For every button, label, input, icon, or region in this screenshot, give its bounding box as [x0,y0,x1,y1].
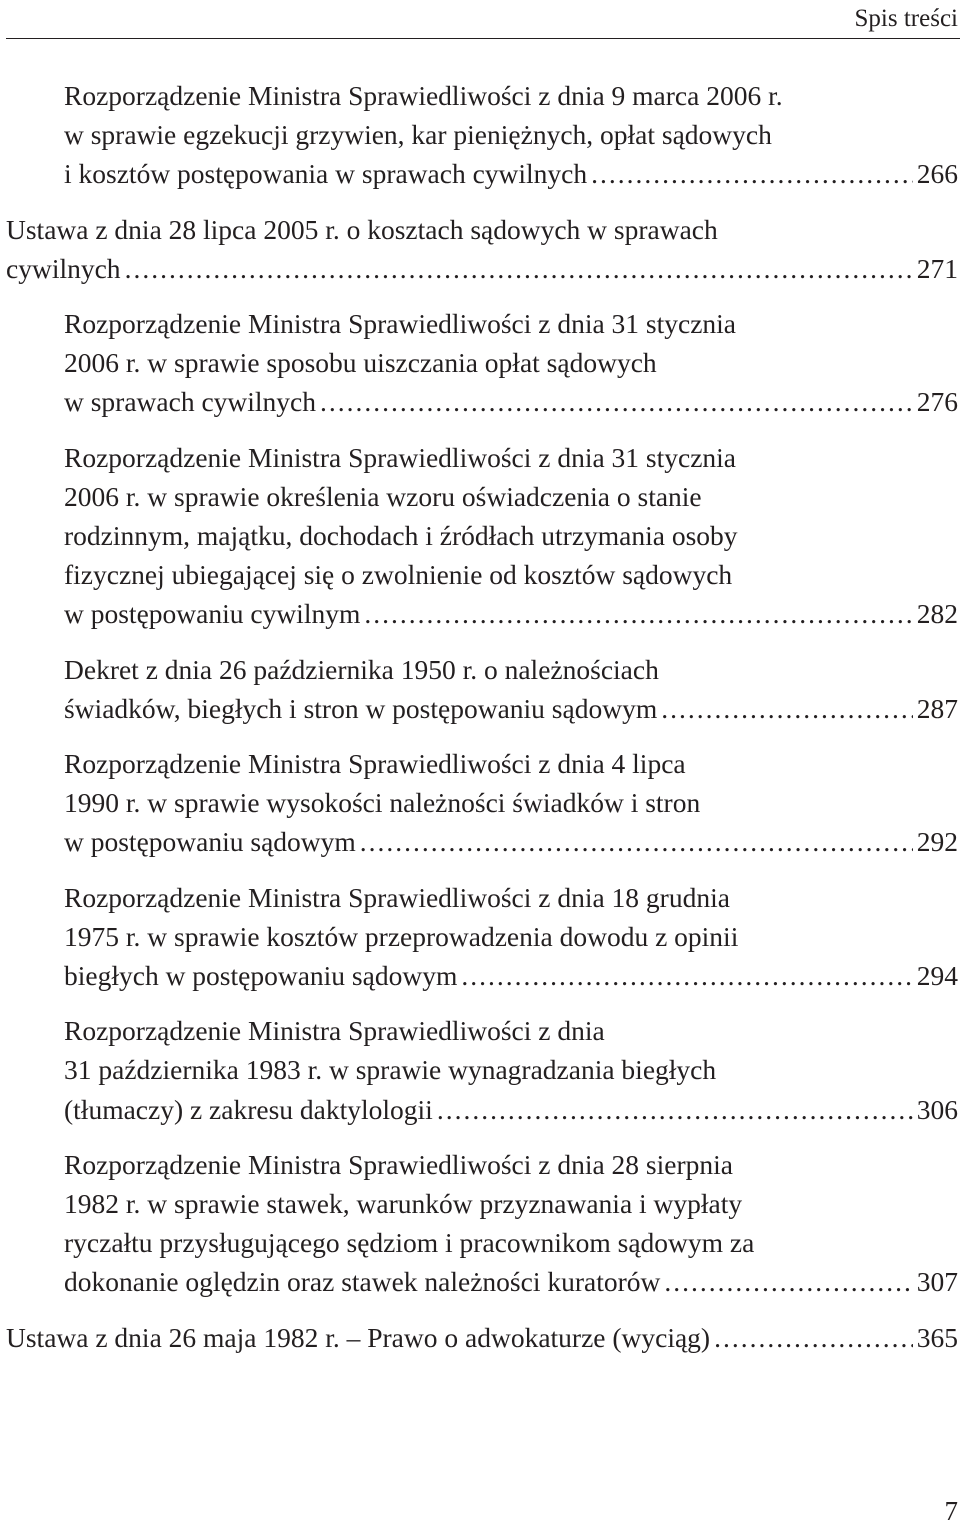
dot-leader [364,594,912,633]
toc-entry[interactable] [0,210,960,288]
toc-entry-last-line [64,594,960,633]
toc-entry-line: Rozporządzenie Ministra Sprawiedliwości z dnia 18 grudnia [64,881,730,913]
toc-page-number: 276 [916,386,958,418]
toc-entry-last-line [64,822,960,861]
toc-entry-title-end: w postępowaniu sądowym [64,826,356,858]
toc-entry-last-line [6,1318,960,1357]
dot-leader [461,956,912,995]
toc-entry-line: Dekret z dnia 26 października 1950 r. o należnościach [64,653,659,685]
dot-leader [437,1090,913,1129]
toc-entry[interactable] [0,744,960,862]
toc-entry[interactable] [0,76,960,194]
toc-entry-line: 31 października 1983 r. w sprawie wynagradzania biegłych [64,1054,717,1086]
dot-leader [714,1318,913,1357]
toc-entry-title-end: w postępowaniu cywilnym [64,598,361,630]
toc-entry-last-line [6,249,960,288]
toc-page-number: 294 [916,960,958,992]
toc-entry-line: fizycznej ubiegającej się o zwolnienie od kosztów sądowych [64,559,733,591]
toc-page-number: 282 [916,598,958,630]
dot-leader [664,1262,912,1301]
toc-entry[interactable] [0,1318,960,1357]
toc-entry-line: 2006 r. w sprawie określenia wzoru oświadczenia o stanie [64,480,702,512]
toc-entry-title-end: dokonanie oględzin oraz stawek należności kuratorów [64,1266,661,1298]
toc-entry-title-end: w sprawach cywilnych [64,386,316,418]
toc-entry-line: rodzinnym, majątku, dochodach i źródłach utrzymania osoby [64,520,738,552]
toc-page-number: 306 [916,1093,958,1125]
dot-leader [320,382,913,421]
toc-entry-line: Ustawa z dnia 28 lipca 2005 r. o kosztach sądowych w sprawach [6,213,718,245]
toc-page-number: 292 [916,826,958,858]
dot-leader [360,822,913,861]
toc-entry-title-end: (tłumaczy) z zakresu daktylologii [64,1093,433,1125]
dot-leader [661,689,913,728]
toc-entry-line: 1990 r. w sprawie wysokości należności świadków i stron [64,787,701,819]
toc-entry-last-line [64,382,960,421]
toc-page-number: 287 [916,692,958,724]
dot-leader [591,154,913,193]
toc-entry[interactable] [0,1011,960,1129]
toc-entry-line: Rozporządzenie Ministra Sprawiedliwości z dnia 9 marca 2006 r. [64,80,783,111]
page-number: 7 [944,1496,958,1526]
toc-entry[interactable] [0,1145,960,1302]
toc-entry-line: 1975 r. w sprawie kosztów przeprowadzenia dowodu z opinii [64,920,739,952]
toc-entry-line: ryczałtu przysługującego sędziom i pracownikom sądowym za [64,1227,755,1259]
toc-entry-title-end: i kosztów postępowania w sprawach cywilnych [64,158,588,190]
toc-entry-line: Rozporządzenie Ministra Sprawiedliwości z dnia 31 stycznia [64,308,737,340]
toc-page-number: 307 [916,1266,958,1298]
toc-page-number: 365 [916,1321,958,1353]
toc-entry-title-end: biegłych w postępowaniu sądowym [64,960,458,992]
toc-entry-line: w sprawie egzekucji grzywien, kar pieniężnych, opłat sądowych [64,119,772,151]
header-rule [6,38,960,39]
toc-entry-line: Rozporządzenie Ministra Sprawiedliwości z dnia 4 lipca [64,748,686,780]
toc-entry[interactable] [0,650,960,728]
toc-entry-last-line [64,1262,960,1301]
toc-entry-last-line [64,154,960,193]
dot-leader [125,249,913,288]
toc-entry-last-line [64,1090,960,1129]
toc-entry-title-end: Ustawa z dnia 26 maja 1982 r. – Prawo o adwokaturze (wyciąg) [6,1321,711,1353]
toc-entry-last-line [64,956,960,995]
toc-entry-title-end: cywilnych [6,252,121,284]
table-of-contents [0,76,960,1373]
toc-entry-line: Rozporządzenie Ministra Sprawiedliwości z dnia 31 stycznia [64,441,737,473]
toc-entry-line: Rozporządzenie Ministra Sprawiedliwości z dnia 28 sierpnia [64,1148,733,1180]
toc-entry[interactable] [0,304,960,422]
toc-entry-line: 2006 r. w sprawie sposobu uiszczania opłat sądowych [64,347,657,379]
toc-entry-line: Rozporządzenie Ministra Sprawiedliwości z dnia [64,1015,605,1047]
running-head: Spis treści [854,5,958,32]
toc-entry-last-line [64,689,960,728]
toc-entry-title-end: świadków, biegłych i stron w postępowaniu sądowym [64,692,658,724]
toc-page-number: 271 [916,252,958,284]
toc-page-number: 266 [916,158,958,190]
toc-entry[interactable] [0,438,960,634]
toc-entry[interactable] [0,878,960,996]
toc-entry-line: 1982 r. w sprawie stawek, warunków przyznawania i wypłaty [64,1188,743,1220]
